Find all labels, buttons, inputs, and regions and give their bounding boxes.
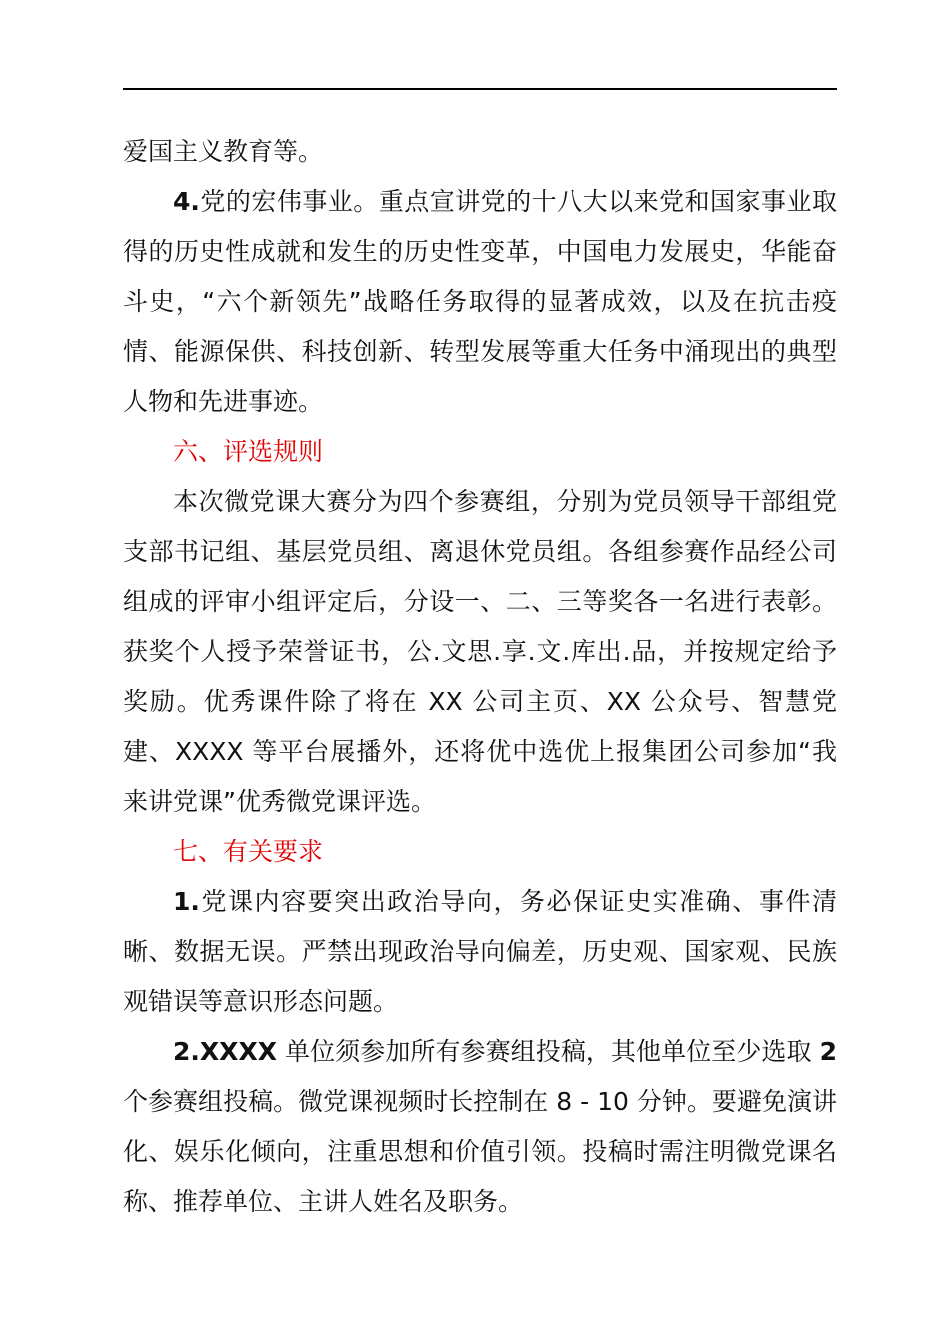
paragraph-text: 本次微党课大赛分为四个参赛组，分别为党员领导干部组党支部书记组、基层党员组、离退休党员组。各组参赛作品经公司组成的评审小组评定后，分设一、二、三等奖各一名进行表彰。获奖个人授予荣誉证书，公.文思.享.文.库出.品，并按规定给予奖励。优秀课件除了将在 XX 公司主页、XX 公众号、智慧党建、XXXX 等平台展播外，还将优中选优上报集团公司参加“我来讲党课”优秀微党课评选。: [123, 487, 837, 816]
inline-number: 2: [819, 1037, 837, 1066]
paragraph-text: 爱国主义教育等。: [123, 137, 324, 166]
paragraph-item-4: [123, 177, 837, 427]
section-heading-6: [123, 427, 837, 477]
paragraph-item-2: [123, 1027, 837, 1227]
paragraph-continuation: [123, 127, 837, 177]
paragraph-text: 党的宏伟事业。重点宣讲党的十八大以来党和国家事业取得的历史性成就和发生的历史性变革，中国电力发展史，华能奋斗史，“六个新领先”战略任务取得的显著成效，以及在抗击疫情、能源保供、科技创新、转型发展等重大任务中涌现出的典型人物和先进事迹。: [123, 187, 837, 416]
paragraph-item-1: [123, 877, 837, 1027]
item-number: 4.: [173, 187, 200, 216]
section-heading-7: [123, 827, 837, 877]
item-number: 2.XXXX: [173, 1037, 277, 1066]
header-rule: [123, 88, 837, 90]
heading-text: 七、有关要求: [173, 837, 324, 866]
paragraph-text-continued: 个参赛组投稿。微党课视频时长控制在 8 - 10 分钟。要避免演讲化、娱乐化倾向，注重思想和价值引领。投稿时需注明微党课名称、推荐单位、主讲人姓名及职务。: [123, 1087, 837, 1216]
paragraph-text: 党课内容要突出政治导向，务必保证史实准确、事件清晰、数据无误。严禁出现政治导向偏差，历史观、国家观、民族观错误等意识形态问题。: [123, 887, 837, 1016]
item-number: 1.: [173, 887, 200, 916]
paragraph-rules: [123, 477, 837, 827]
paragraph-text: 单位须参加所有参赛组投稿，其他单位至少选取: [277, 1037, 820, 1066]
document-body: [123, 127, 837, 1227]
heading-text: 六、评选规则: [173, 437, 324, 466]
